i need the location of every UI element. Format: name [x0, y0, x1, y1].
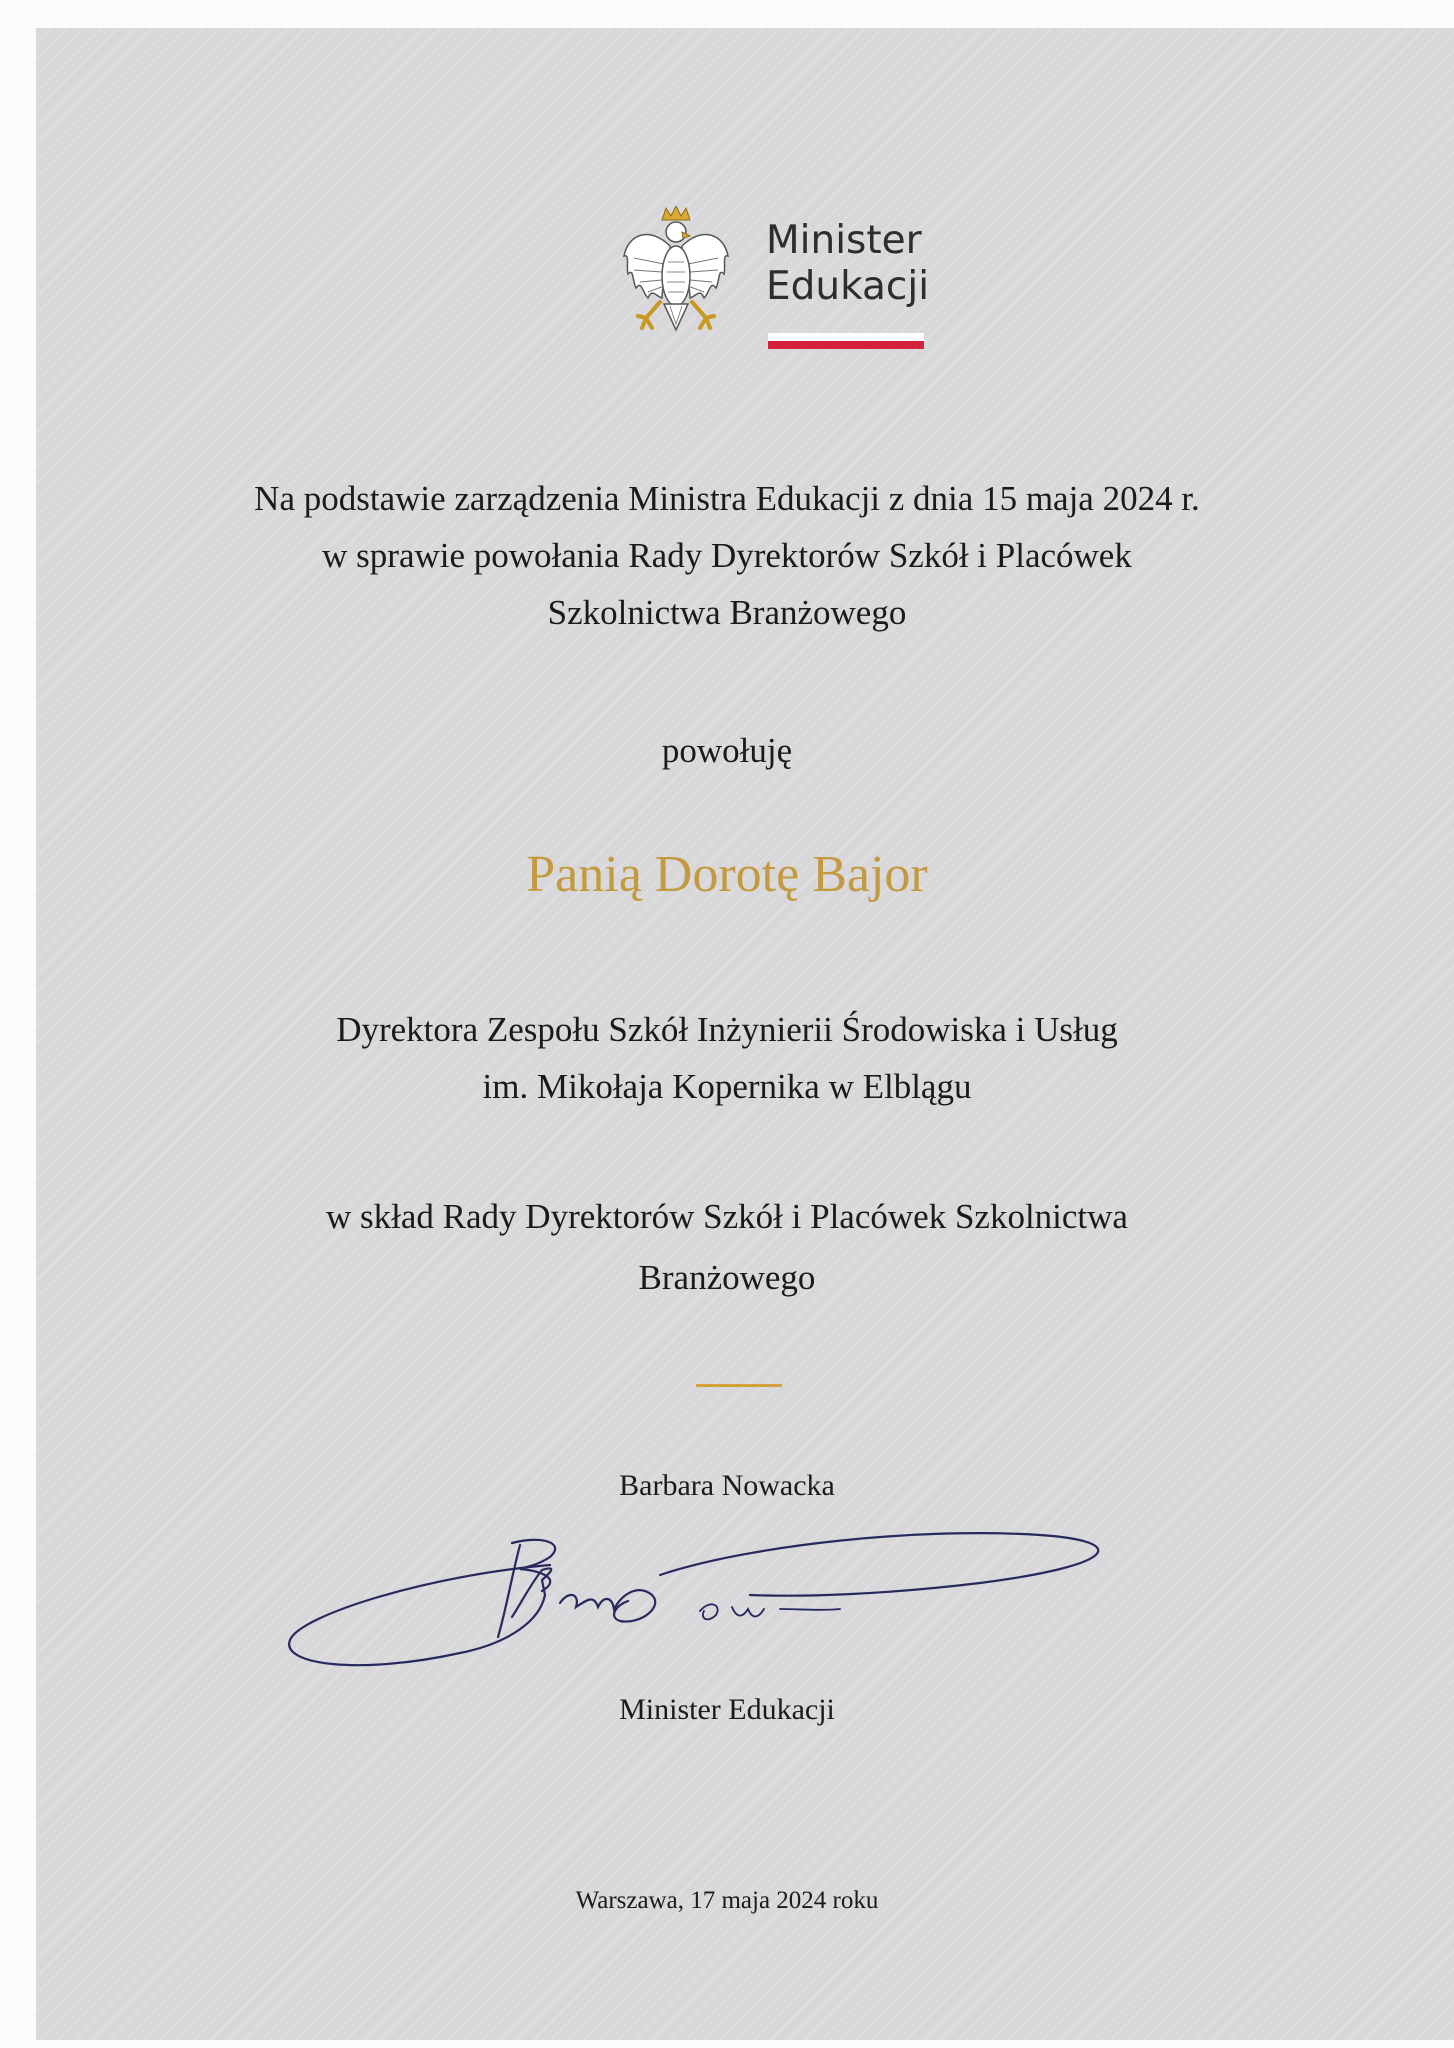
appointee-role-line2: im. Mikołaja Kopernika w Elblągu	[482, 1067, 972, 1106]
appointee-role-line1: Dyrektora Zespołu Szkół Inżynierii Środowiska i Usług	[336, 1010, 1118, 1049]
gold-divider	[696, 1384, 782, 1387]
appointment-verb: powołuję	[661, 731, 793, 770]
council-membership-line1: w skład Rady Dyrektorów Szkół i Placówek Szkolnictwa	[326, 1197, 1128, 1236]
flag-white-stripe	[768, 333, 924, 341]
appointee-role	[0, 1001, 1454, 1115]
appointee-name: Panią Dorotę Bajor	[526, 846, 928, 903]
handwritten-signature	[280, 1525, 1130, 1675]
council-membership-paragraph	[0, 1186, 1454, 1308]
logo-title	[766, 218, 929, 310]
legal-basis-line3: Szkolnictwa Branżowego	[547, 593, 907, 632]
logo-title-line2: Edukacji	[766, 264, 930, 309]
signer-position: Minister Edukacji	[619, 1693, 835, 1726]
polish-eagle-emblem-icon	[620, 206, 732, 351]
national-flag-stripe	[768, 333, 924, 351]
council-membership-line2: Branżowego	[638, 1258, 816, 1297]
signer-name: Barbara Nowacka	[619, 1469, 835, 1502]
flag-red-stripe	[768, 341, 924, 349]
ministry-logo	[620, 206, 930, 361]
legal-basis-paragraph	[0, 470, 1454, 641]
logo-title-line1: Minister	[766, 218, 922, 263]
place-and-date: Warszawa, 17 maja 2024 roku	[575, 1887, 879, 1914]
legal-basis-line1: Na podstawie zarządzenia Ministra Edukacji z dnia 15 maja 2024 r.	[254, 479, 1200, 518]
legal-basis-line2: w sprawie powołania Rady Dyrektorów Szkół i Placówek	[322, 536, 1132, 575]
